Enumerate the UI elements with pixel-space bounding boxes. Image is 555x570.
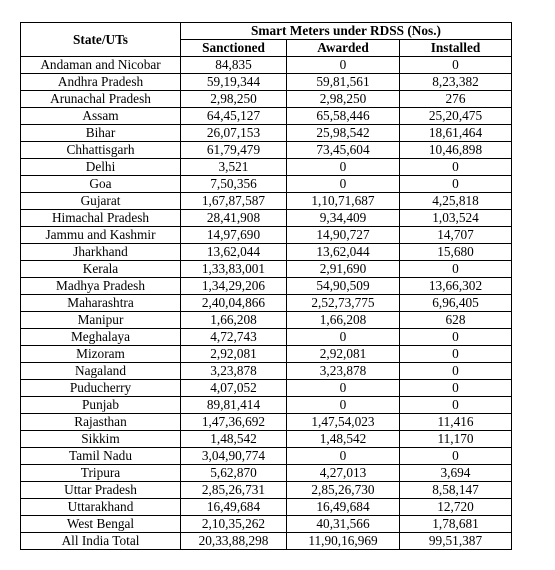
state-cell: Himachal Pradesh <box>21 210 181 227</box>
state-cell: Bihar <box>21 125 181 142</box>
installed-cell: 628 <box>400 312 512 329</box>
awarded-cell: 2,98,250 <box>287 91 400 108</box>
smart-meters-table <box>20 22 512 550</box>
table-row <box>21 74 512 91</box>
table-body <box>21 57 512 550</box>
state-cell: Goa <box>21 176 181 193</box>
awarded-cell: 0 <box>287 448 400 465</box>
smart-meters-table-container <box>20 22 512 550</box>
state-cell: Rajasthan <box>21 414 181 431</box>
sanctioned-cell: 4,72,743 <box>181 329 287 346</box>
table-row <box>21 380 512 397</box>
installed-cell: 99,51,387 <box>400 533 512 550</box>
installed-cell: 6,96,405 <box>400 295 512 312</box>
installed-cell: 0 <box>400 346 512 363</box>
sanctioned-cell: 2,98,250 <box>181 91 287 108</box>
installed-cell: 0 <box>400 329 512 346</box>
state-cell: Maharashtra <box>21 295 181 312</box>
table-row <box>21 261 512 278</box>
table-row <box>21 312 512 329</box>
table-row <box>21 414 512 431</box>
sanctioned-cell: 61,79,479 <box>181 142 287 159</box>
awarded-cell: 3,23,878 <box>287 363 400 380</box>
state-cell: Manipur <box>21 312 181 329</box>
state-cell: Jharkhand <box>21 244 181 261</box>
sanctioned-cell: 89,81,414 <box>181 397 287 414</box>
awarded-cell: 0 <box>287 380 400 397</box>
table-row <box>21 278 512 295</box>
sanctioned-cell: 5,62,870 <box>181 465 287 482</box>
sanctioned-cell: 2,40,04,866 <box>181 295 287 312</box>
sanctioned-cell: 16,49,684 <box>181 499 287 516</box>
state-cell: Uttar Pradesh <box>21 482 181 499</box>
sanctioned-cell: 14,97,690 <box>181 227 287 244</box>
installed-cell: 18,61,464 <box>400 125 512 142</box>
sanctioned-cell: 3,23,878 <box>181 363 287 380</box>
sanctioned-cell: 2,10,35,262 <box>181 516 287 533</box>
awarded-cell: 0 <box>287 397 400 414</box>
awarded-cell: 2,85,26,730 <box>287 482 400 499</box>
table-row <box>21 448 512 465</box>
sanctioned-cell: 26,07,153 <box>181 125 287 142</box>
installed-column-header: Installed <box>400 40 512 57</box>
state-cell: Andaman and Nicobar <box>21 57 181 74</box>
awarded-cell: 0 <box>287 159 400 176</box>
installed-cell: 11,170 <box>400 431 512 448</box>
sanctioned-cell: 1,34,29,206 <box>181 278 287 295</box>
installed-cell: 25,20,475 <box>400 108 512 125</box>
state-cell: Andhra Pradesh <box>21 74 181 91</box>
installed-cell: 12,720 <box>400 499 512 516</box>
awarded-cell: 9,34,409 <box>287 210 400 227</box>
installed-cell: 10,46,898 <box>400 142 512 159</box>
sanctioned-cell: 28,41,908 <box>181 210 287 227</box>
awarded-cell: 14,90,727 <box>287 227 400 244</box>
installed-cell: 1,78,681 <box>400 516 512 533</box>
state-cell: Tripura <box>21 465 181 482</box>
sanctioned-cell: 84,835 <box>181 57 287 74</box>
table-row <box>21 159 512 176</box>
table-row <box>21 142 512 159</box>
sanctioned-column-header: Sanctioned <box>181 40 287 57</box>
installed-cell: 8,23,382 <box>400 74 512 91</box>
awarded-cell: 1,47,54,023 <box>287 414 400 431</box>
awarded-cell: 2,92,081 <box>287 346 400 363</box>
awarded-cell: 40,31,566 <box>287 516 400 533</box>
sanctioned-cell: 1,47,36,692 <box>181 414 287 431</box>
installed-cell: 15,680 <box>400 244 512 261</box>
table-row <box>21 465 512 482</box>
sanctioned-cell: 3,04,90,774 <box>181 448 287 465</box>
installed-cell: 3,694 <box>400 465 512 482</box>
awarded-cell: 1,66,208 <box>287 312 400 329</box>
installed-cell: 13,66,302 <box>400 278 512 295</box>
table-row <box>21 125 512 142</box>
table-row <box>21 329 512 346</box>
sanctioned-cell: 2,85,26,731 <box>181 482 287 499</box>
installed-cell: 0 <box>400 176 512 193</box>
sanctioned-cell: 3,521 <box>181 159 287 176</box>
state-cell: Puducherry <box>21 380 181 397</box>
table-row <box>21 210 512 227</box>
state-cell: Kerala <box>21 261 181 278</box>
table-row <box>21 244 512 261</box>
awarded-cell: 0 <box>287 57 400 74</box>
table-row <box>21 193 512 210</box>
awarded-cell: 16,49,684 <box>287 499 400 516</box>
installed-cell: 0 <box>400 363 512 380</box>
awarded-cell: 1,10,71,687 <box>287 193 400 210</box>
installed-cell: 14,707 <box>400 227 512 244</box>
table-row <box>21 57 512 74</box>
installed-cell: 0 <box>400 57 512 74</box>
installed-cell: 4,25,818 <box>400 193 512 210</box>
table-row <box>21 108 512 125</box>
installed-cell: 0 <box>400 261 512 278</box>
smart-meters-group-header: Smart Meters under RDSS (Nos.) <box>181 23 512 40</box>
state-cell: Tamil Nadu <box>21 448 181 465</box>
installed-cell: 0 <box>400 380 512 397</box>
sanctioned-cell: 2,92,081 <box>181 346 287 363</box>
awarded-cell: 73,45,604 <box>287 142 400 159</box>
state-cell: Madhya Pradesh <box>21 278 181 295</box>
installed-cell: 8,58,147 <box>400 482 512 499</box>
awarded-cell: 1,48,542 <box>287 431 400 448</box>
table-header <box>21 23 512 57</box>
table-row <box>21 533 512 550</box>
installed-cell: 11,416 <box>400 414 512 431</box>
awarded-cell: 54,90,509 <box>287 278 400 295</box>
state-cell: Jammu and Kashmir <box>21 227 181 244</box>
state-cell: Uttarakhand <box>21 499 181 516</box>
awarded-cell: 65,58,446 <box>287 108 400 125</box>
state-cell: Delhi <box>21 159 181 176</box>
state-cell: Assam <box>21 108 181 125</box>
sanctioned-cell: 59,19,344 <box>181 74 287 91</box>
state-cell: Arunachal Pradesh <box>21 91 181 108</box>
table-row <box>21 431 512 448</box>
table-row <box>21 516 512 533</box>
table-row <box>21 91 512 108</box>
sanctioned-cell: 20,33,88,298 <box>181 533 287 550</box>
awarded-cell: 2,52,73,775 <box>287 295 400 312</box>
state-column-header: State/UTs <box>21 23 181 57</box>
state-cell: Sikkim <box>21 431 181 448</box>
state-cell: Gujarat <box>21 193 181 210</box>
awarded-cell: 0 <box>287 329 400 346</box>
awarded-cell: 25,98,542 <box>287 125 400 142</box>
sanctioned-cell: 64,45,127 <box>181 108 287 125</box>
table-row <box>21 499 512 516</box>
installed-cell: 0 <box>400 397 512 414</box>
table-row <box>21 482 512 499</box>
state-cell: Chhattisgarh <box>21 142 181 159</box>
state-cell: Mizoram <box>21 346 181 363</box>
sanctioned-cell: 13,62,044 <box>181 244 287 261</box>
state-cell: Punjab <box>21 397 181 414</box>
table-row <box>21 295 512 312</box>
sanctioned-cell: 4,07,052 <box>181 380 287 397</box>
installed-cell: 1,03,524 <box>400 210 512 227</box>
table-row <box>21 227 512 244</box>
awarded-cell: 4,27,013 <box>287 465 400 482</box>
state-cell: Meghalaya <box>21 329 181 346</box>
sanctioned-cell: 7,50,356 <box>181 176 287 193</box>
awarded-column-header: Awarded <box>287 40 400 57</box>
awarded-cell: 2,91,690 <box>287 261 400 278</box>
installed-cell: 0 <box>400 159 512 176</box>
installed-cell: 0 <box>400 448 512 465</box>
awarded-cell: 59,81,561 <box>287 74 400 91</box>
table-row <box>21 346 512 363</box>
sanctioned-cell: 1,48,542 <box>181 431 287 448</box>
state-cell: All India Total <box>21 533 181 550</box>
sanctioned-cell: 1,33,83,001 <box>181 261 287 278</box>
table-row <box>21 176 512 193</box>
awarded-cell: 0 <box>287 176 400 193</box>
state-cell: Nagaland <box>21 363 181 380</box>
table-row <box>21 363 512 380</box>
sanctioned-cell: 1,67,87,587 <box>181 193 287 210</box>
sanctioned-cell: 1,66,208 <box>181 312 287 329</box>
awarded-cell: 13,62,044 <box>287 244 400 261</box>
installed-cell: 276 <box>400 91 512 108</box>
awarded-cell: 11,90,16,969 <box>287 533 400 550</box>
table-row <box>21 397 512 414</box>
state-cell: West Bengal <box>21 516 181 533</box>
